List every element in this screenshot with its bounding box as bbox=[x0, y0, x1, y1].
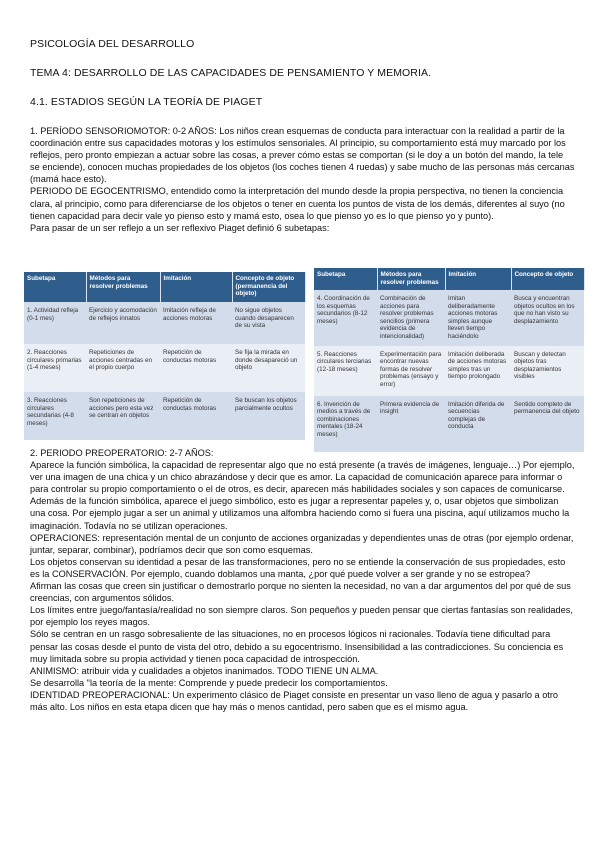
section-heading: 4.1. ESTADIOS SEGÚN LA TEORÍA DE PIAGET bbox=[30, 96, 263, 108]
table-cell: Se buscan los objetos parcialmente ocultos bbox=[232, 392, 305, 440]
table-cell: Imitación diferida de secuencias complejas de conducta bbox=[445, 396, 511, 452]
table-cell: Repeticiones de acciones centradas en el propio cuerpo bbox=[86, 344, 160, 392]
table-cell: No sigue objetos cuando desaparecen de su vista bbox=[232, 302, 305, 344]
identity-paragraph: IDENTIDAD PREOPERACIONAL: Un experimento clásico de Piaget consiste en presentar un vaso lleno de agua y pasarlo a otro más alto. Los niños en esta etapa dicen que hay más o menos cantidad, pero saben que es el mismo agua. bbox=[30, 689, 559, 712]
substages-table-right bbox=[314, 268, 585, 452]
operations-paragraph: OPERACIONES: representación mental de un conjunto de acciones organizadas y dependientes unas de otras (por ejemplo ordenar, juntar, separar, combinar), podríamos decir que son como esquemas. bbox=[30, 532, 574, 555]
column-header: Imitación bbox=[445, 268, 511, 290]
table-cell: Busca y encuentran objetos ocultos en los que no han visto su desplazamiento bbox=[511, 290, 584, 346]
column-header: Métodos para resolver problemas bbox=[377, 268, 445, 290]
table-cell: Buscan y detectan objetos tras desplazamientos visibles bbox=[511, 346, 584, 396]
column-header: Subetapa bbox=[314, 268, 377, 290]
table-cell: Repetición de conductas motoras bbox=[160, 344, 232, 392]
beliefs-paragraph: Afirman las cosas que creen sin justificar o demostrarlo porque no sienten la necesidad, no van a dar argumentos del por qué de sus creencias, con argumentos sólidos. bbox=[30, 581, 571, 604]
sensoriomotor-title: 1. PERÍODO SENSORIOMOTOR: 0-2 AÑOS: bbox=[30, 126, 217, 136]
preoperatorio-section bbox=[30, 447, 575, 713]
column-header: Subetapa bbox=[24, 272, 86, 302]
table-header-row bbox=[24, 272, 305, 302]
column-header: Concepto de objeto (permanencia del objeto) bbox=[232, 272, 305, 302]
table-cell: 2. Reacciones circulares primarias (1-4 meses) bbox=[24, 344, 86, 392]
table-cell: Imitan deliberadamente acciones motoras simples aunque lleven tiempo haciéndolo bbox=[445, 290, 511, 346]
animism-paragraph: ANIMISMO: atribuir vida y cualidades a objetos inanimados. TODO TIENE UN ALMA. bbox=[30, 665, 379, 676]
table-cell: Imitación refleja de acciones motoras bbox=[160, 302, 232, 344]
table-cell: Se fija la mirada en donde desapareció un objeto bbox=[232, 344, 305, 392]
table-row bbox=[314, 396, 584, 452]
table-header-row bbox=[314, 268, 584, 290]
symbolic-function-paragraph: Aparece la función simbólica, la capacidad de representar algo que no está presente (a través de imágenes, lenguaje…) Por ejemplo, ver una imagen de una chica y un chico abrazándose y decir que es amor. La capacidad de comunicación aparece para informar o para controlar su propio comportamiento o el de otros, es decir, aparecen más habilidades sociales y son capaces de comunicarse. bbox=[30, 460, 575, 495]
table-cell: Sentido completo de permanencia del objeto bbox=[511, 396, 584, 452]
table-cell: 5. Reacciones circulares terciarias (12-18 meses) bbox=[314, 346, 377, 396]
table-cell: Ejercicio y acomodación de reflejos innatos bbox=[86, 302, 160, 344]
column-header: Imitación bbox=[160, 272, 232, 302]
table-row bbox=[24, 392, 305, 440]
theory-of-mind-paragraph: Se desarrolla "la teoría de la mente: Comprende y puede predecir los comportamientos. bbox=[30, 677, 388, 688]
column-header: Concepto de objeto bbox=[511, 268, 584, 290]
substages-intro: Para pasar de un ser reflejo a un ser reflexivo Piaget definió 6 subetapas: bbox=[30, 222, 330, 233]
table-row bbox=[314, 290, 584, 346]
centration-paragraph: Sólo se centran en un rasgo sobresaliente de las situaciones, no en procesos lógicos ni racionales. Todavía tiene dificultad para pensar las cosas desde el punto de vista del otro, debido a su egocentrismo. Insensibilidad a las contradicciones. Su conciencia es muy limitada sobre su propia actividad y tienen poca capacidad de introspección. bbox=[30, 629, 564, 664]
sensoriomotor-intro: 1. PERÍODO SENSORIOMOTOR: 0-2 AÑOS: Los niños crean esquemas de conducta para interactuar con la realidad a partir de la coordinación entre sus capacidades motoras y los estímulos sensoriales. Al principio, su comportamiento está muy marcado por los reflejos, pero pronto empiezan a actuar sobre las cosas, a prever cómo estas se comportan (si le doy a un botón del mando, la tele se enciende), conocen muchas propiedades de los objetos (los coches tienen 4 ruedas) y sabe mucho de las personas más cercanas (mamá hace esto). bbox=[30, 126, 575, 185]
fantasy-paragraph: Los límites entre juego/fantasía/realidad no son siempre claros. Son pequeños y pueden pensar que ciertas fantasías son realidades, por ejemplo los reyes magos. bbox=[30, 605, 573, 628]
table-cell: Primera evidencia de insight bbox=[377, 396, 445, 452]
table-cell: 6. Invención de medios a través de combinaciones mentales (18-24 meses) bbox=[314, 396, 377, 452]
conservation-paragraph: Los objetos conservan su identidad a pesar de las transformaciones, pero no se entiende la conservación de sus propiedades, esto es la CONSERVACIÓN. Por ejemplo, cuando doblamos una manta, ¿por qué puede volver a ser grande y no se estropea? bbox=[30, 556, 566, 579]
column-header: Métodos para resolver problemas bbox=[86, 272, 160, 302]
symbolic-play-paragraph: Además de la función simbólica, aparece el juego simbólico, esto es jugar a representar papeles y, o, usar objetos que simbolizan una cosa. Por ejemplo jugar a ser un animal y utilizamos una alfombra haciendo como si fuera una piscina, aquí utilizamos mucho la imaginación. Todavía no se utilizan operaciones. bbox=[30, 496, 570, 531]
substages-table-left bbox=[24, 272, 306, 440]
table-cell: 1. Actividad refleja (0-1 mes) bbox=[24, 302, 86, 344]
table-row bbox=[24, 344, 305, 392]
table-row bbox=[314, 346, 584, 396]
table-cell: Combinación de acciones para resolver problemas sencillos (primera evidencia de intencionalidad) bbox=[377, 290, 445, 346]
table-cell: 3. Reacciones circulares secundarias (4-8 meses) bbox=[24, 392, 86, 440]
table-cell: 4. Coordinación de los esquemas secundarios (8-12 meses) bbox=[314, 290, 377, 346]
sensoriomotor-section bbox=[30, 125, 575, 234]
table-cell: Experimentación para encontrar nuevas formas de resolver problemas (ensayo y error) bbox=[377, 346, 445, 396]
preoperatorio-title: 2. PERIODO PREOPERATORIO: 2-7 AÑOS: bbox=[30, 448, 214, 458]
table-cell: Imitación deliberada de acciones motoras simples tras un tiempo prolongado bbox=[445, 346, 511, 396]
subject-heading: PSICOLOGÍA DEL DESARROLLO bbox=[30, 38, 195, 50]
topic-heading: TEMA 4: DESARROLLO DE LAS CAPACIDADES DE PENSAMIENTO Y MEMORIA. bbox=[30, 67, 432, 79]
table-cell: Repetición de conductas motoras bbox=[160, 392, 232, 440]
egocentrism-paragraph: PERIODO DE EGOCENTRISMO, entendido como la interpretación del mundo desde la propia perspectiva, no tienen la conciencia clara, al principio, como para diferenciarse de los objetos o tener en cuenta los puntos de vista de los demás, diferentes al suyo (no tienen capacidad para decir vale yo pienso esto y mamá esto, osea lo que pienso yo es lo que pienso yo y punto). bbox=[30, 186, 565, 221]
table-row bbox=[24, 302, 305, 344]
table-cell: Son repeticiones de acciones pero esta vez se centran en objetos bbox=[86, 392, 160, 440]
